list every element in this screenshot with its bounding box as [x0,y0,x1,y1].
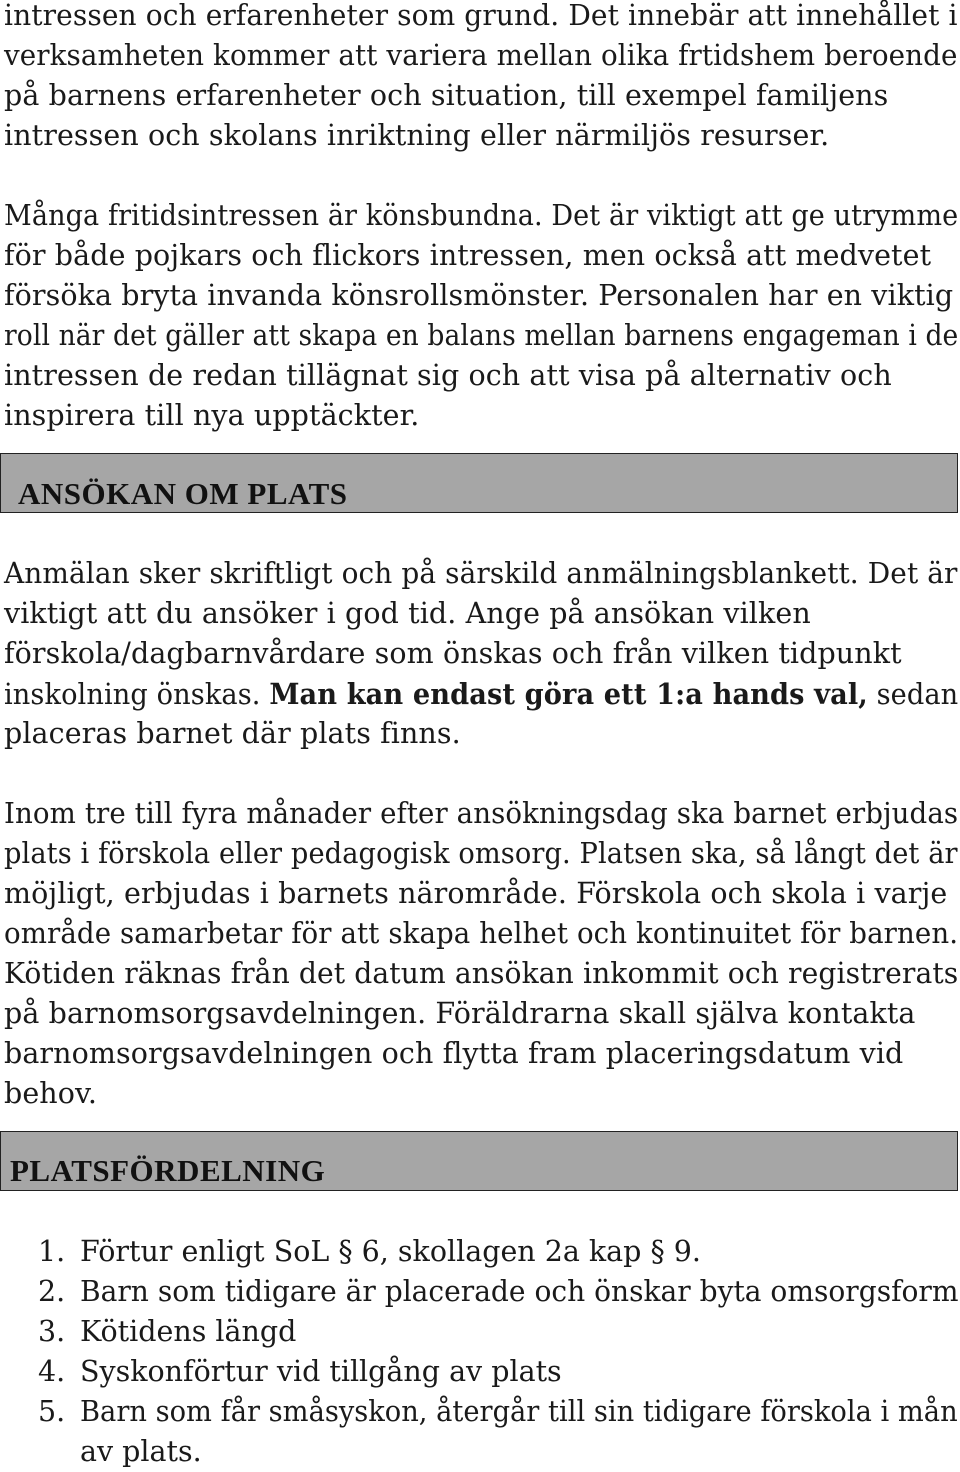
list-item-number: 4. [38,1355,66,1388]
list-item-number: 2. [38,1275,66,1308]
text-line: Många fritidsintressen är könsbundna. Det är viktigt att ge utrymme [4,199,959,232]
list-item-text: Barn som tidigare är placerade och önskar byta omsorgsform [80,1275,959,1308]
text-line [4,674,958,715]
text-line: Anmälan sker skriftligt och på särskild anmälningsblankett. Det är [4,557,958,590]
list-item-text: Barn som får småsyskon, återgår till sin tidigare förskola i mån [80,1395,958,1428]
text-line: försöka bryta invanda könsrollsmönster. Personalen har en viktig [4,279,954,312]
text-line: för både pojkars och flickors intressen, men också att medvetet [4,239,932,272]
text-line: möjligt, erbjudas i barnets närområde. Förskola och skola i varje [4,877,948,910]
text-line: område samarbetar för att skapa helhet och kontinuitet för barnen. [4,917,959,950]
text-line: viktigt att du ansöker i god tid. Ange på ansökan vilken [4,597,811,630]
section-heading-application: ANSÖKAN OM PLATS [18,476,348,511]
text-line: verksamheten kommer att variera mellan olika frtidshem beroende [4,39,958,72]
list-item-number: 5. [38,1395,66,1428]
text-line: plats i förskola eller pedagogisk omsorg. Platsen ska, så långt det är [4,837,958,870]
list-item-text: Förtur enligt SoL § 6, skollagen 2a kap § 9. [80,1235,701,1268]
list-item-text-continuation: av plats. [80,1435,202,1468]
text-span: sedan [867,678,959,711]
text-line: placeras barnet där plats finns. [4,717,461,750]
text-line: Kötiden räknas från det datum ansökan inkommit och registrerats [4,957,959,990]
bold-emphasis: Man kan endast göra ett 1:a hands val, [269,677,868,711]
text-line: inspirera till nya upptäckter. [4,399,420,432]
text-line: på barnens erfarenheter och situation, till exempel familjens [4,79,889,112]
text-line: intressen och skolans inriktning eller närmiljös resurser. [4,119,830,152]
text-line: Inom tre till fyra månader efter ansökningsdag ska barnet erbjudas [4,797,959,830]
text-line: behov. [4,1077,98,1110]
section-heading-distribution: PLATSFÖRDELNING [10,1153,326,1188]
list-item-text: Syskonförtur vid tillgång av plats [80,1355,562,1388]
text-line: intressen de redan tillägnat sig och att visa på alternativ och [4,359,892,392]
text-line: intressen och erfarenheter som grund. Det innebär att innehållet i [4,0,958,32]
text-line: roll när det gäller att skapa en balans mellan barnens engageman i de [4,319,959,352]
text-line: förskola/dagbarnvårdare som önskas och från vilken tidpunkt [4,637,902,670]
text-span: inskolning önskas. [4,678,270,711]
text-line: på barnomsorgsavdelningen. Föräldrarna skall själva kontakta [4,997,916,1030]
text-line: barnomsorgsavdelningen och flytta fram placeringsdatum vid [4,1037,904,1070]
list-item-text: Kötidens längd [80,1315,297,1348]
list-item-number: 1. [38,1235,66,1268]
list-item-number: 3. [38,1315,66,1348]
